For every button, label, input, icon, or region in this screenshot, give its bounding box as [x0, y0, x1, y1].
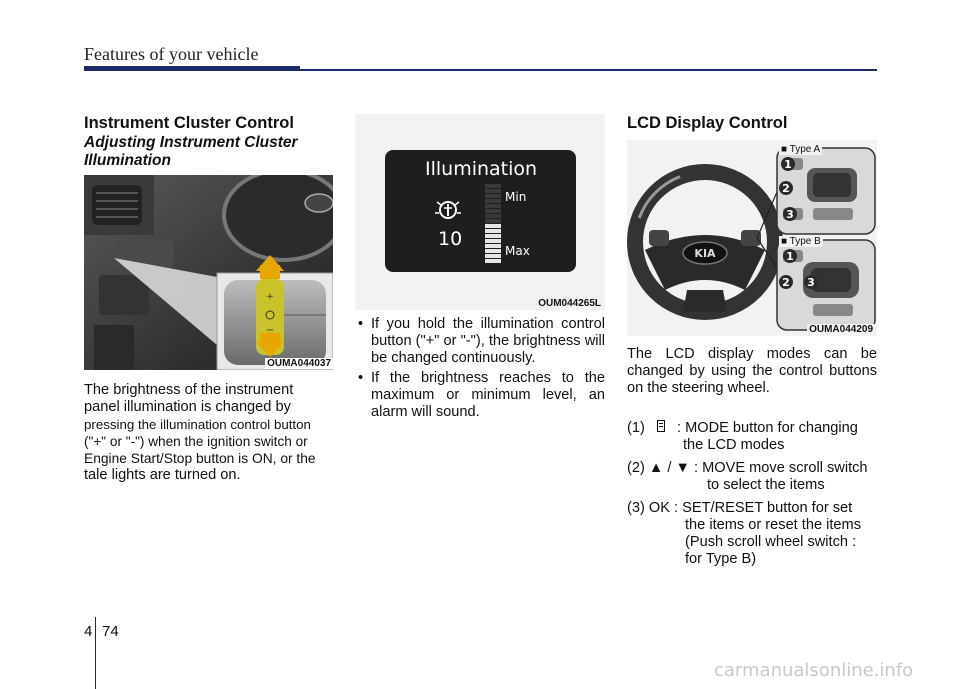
section-heading-instrument-cluster: Instrument Cluster Control — [84, 114, 294, 132]
steering-wheel-illustration — [627, 140, 877, 336]
lcd-illumination-screen — [385, 150, 576, 272]
bullet-item: • If you hold the illumination control button ("+" or "-"), the brightness will be changed continuously. — [355, 316, 605, 367]
level-segment — [485, 194, 501, 198]
text-line: Engine Start/Stop button is ON, or the — [84, 451, 316, 466]
level-segment — [485, 254, 501, 258]
level-segment — [485, 229, 501, 233]
level-segment — [485, 214, 501, 218]
lcd-intro-paragraph: The LCD display modes can be changed by using the control buttons on the steering wheel. — [627, 346, 877, 396]
figure-instrument-panel-photo — [84, 175, 333, 370]
figure-code: OUMA044037 — [267, 358, 331, 369]
svg-text:+: + — [266, 292, 274, 302]
level-segment — [485, 234, 501, 238]
text-line: The brightness of the instrument — [84, 382, 294, 398]
level-segment — [485, 184, 501, 188]
control-text: : MODE button for changing — [676, 420, 858, 436]
control-text: the items or reset the items — [685, 517, 862, 533]
running-header: Features of your vehicle — [84, 44, 259, 64]
control-item-set-reset — [627, 500, 879, 568]
level-segment — [485, 209, 501, 213]
control-text: (Push scroll wheel switch : — [685, 534, 857, 550]
level-segment — [485, 204, 501, 208]
control-label: (1) — [627, 420, 645, 436]
control-text: the LCD modes — [683, 437, 785, 453]
svg-text:3: 3 — [807, 276, 815, 289]
level-segment — [485, 244, 501, 248]
level-segment — [485, 219, 501, 223]
display-value: 10 — [438, 228, 463, 250]
figure-code: OUMA044209 — [809, 324, 873, 335]
type-b-label: ■ Type B — [781, 236, 821, 247]
bullet-item: • If the brightness reaches to the maximum or minimum level, an alarm will sound. — [355, 370, 605, 421]
control-text: : MOVE move scroll switch — [694, 460, 868, 476]
footer-divider — [95, 617, 96, 689]
illumination-icon — [433, 196, 463, 226]
text-line: pressing the illumination control button — [84, 417, 311, 432]
display-max-label: Max — [505, 244, 530, 258]
svg-text:2: 2 — [782, 182, 790, 195]
section-heading-lcd-display: LCD Display Control — [627, 114, 788, 132]
mode-icon — [655, 420, 667, 434]
control-text: to select the items — [707, 477, 825, 493]
brightness-level-bar — [485, 184, 501, 264]
page-number: 74 — [102, 623, 119, 640]
section-number: 4 — [84, 623, 93, 640]
display-min-label: Min — [505, 190, 527, 204]
svg-text:1: 1 — [784, 158, 792, 171]
figure-code: OUM044265L — [538, 298, 601, 309]
control-item-mode — [627, 420, 879, 454]
svg-text:KIA: KIA — [694, 247, 716, 260]
header-rule-thin — [300, 69, 877, 71]
level-segment — [485, 249, 501, 253]
level-segment — [485, 189, 501, 193]
watermark: carmanualsonline.info — [714, 660, 914, 681]
text-line: ("+" or "-") when the ignition switch or — [84, 434, 308, 449]
level-segment — [485, 239, 501, 243]
control-text: for Type B) — [685, 551, 757, 567]
text-line: panel illumination is changed by — [84, 399, 291, 415]
figure-steering-wheel — [627, 140, 877, 336]
type-a-label: ■ Type A — [781, 144, 821, 155]
subheading-illumination: Adjusting Instrument Cluster Illumination — [84, 134, 298, 169]
dashboard-illustration — [84, 175, 333, 370]
figure-illumination-display — [355, 114, 605, 310]
svg-text:−: − — [265, 325, 275, 336]
middle-bullet-list — [355, 316, 605, 424]
control-label: (2) ▲ / ▼ — [627, 460, 690, 476]
svg-text:2: 2 — [782, 276, 790, 289]
level-segment — [485, 259, 501, 263]
text-line: tale lights are turned on. — [84, 467, 241, 483]
level-segment — [485, 224, 501, 228]
lcd-controls-list — [627, 420, 879, 574]
level-segment — [485, 199, 501, 203]
left-body-paragraph — [84, 382, 333, 484]
svg-text:3: 3 — [786, 208, 794, 221]
control-label: (3) OK — [627, 500, 670, 516]
svg-text:1: 1 — [786, 250, 794, 263]
control-text: : SET/RESET button for set — [674, 500, 853, 516]
control-item-move — [627, 460, 879, 494]
header-rule-thick — [84, 66, 300, 71]
display-title: Illumination — [425, 158, 538, 180]
